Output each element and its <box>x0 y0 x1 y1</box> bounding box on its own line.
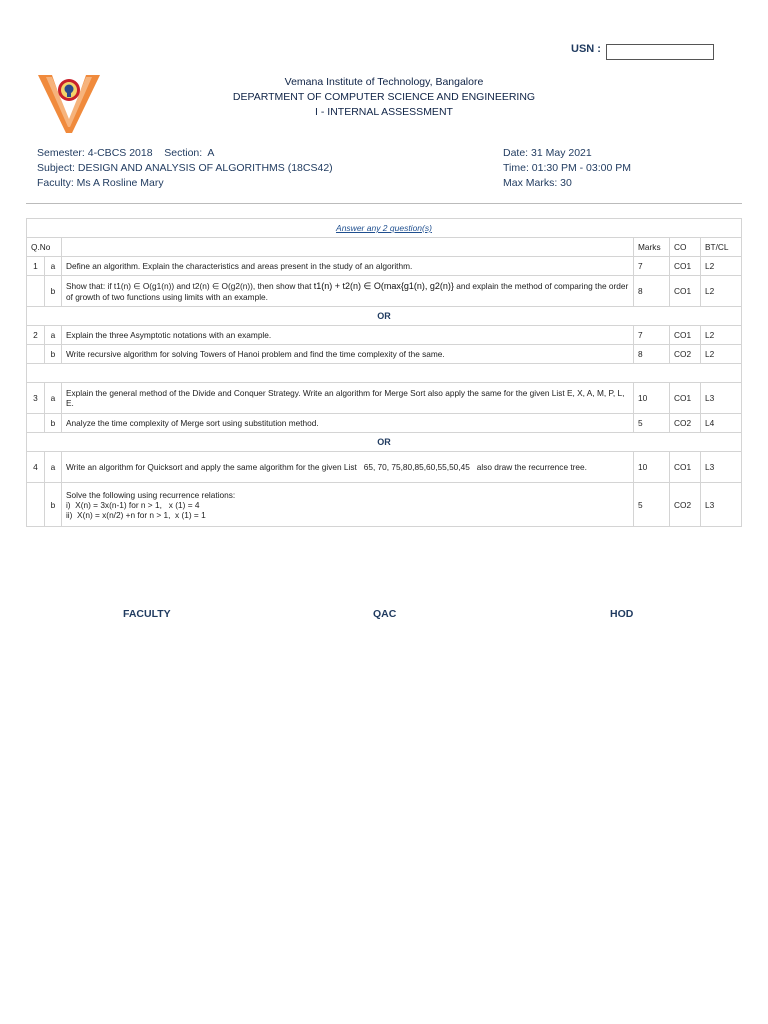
question-text: Explain the general method of the Divide and Conquer Strategy. Write an algorithm for Merge Sort also apply the same for the given List E, X, A, M, P, L, E. <box>61 383 633 414</box>
question-part: a <box>44 326 61 345</box>
divider <box>26 203 742 204</box>
empty-cell <box>27 414 45 433</box>
table-row <box>27 383 742 414</box>
department-name: DEPARTMENT OF COMPUTER SCIENCE AND ENGINEERING <box>232 91 536 103</box>
question-co: CO2 <box>670 345 701 364</box>
usn-input-box[interactable] <box>606 44 714 60</box>
question-text: Write an algorithm for Quicksort and apply the same algorithm for the given List 65, 70, 75,80,85,60,55,50,45 also draw the recurrence tree. <box>61 452 633 483</box>
institute-name: Vemana Institute of Technology, Bangalore <box>284 76 484 88</box>
semester-section: Semester: 4-CBCS 2018 Section: A <box>37 147 215 159</box>
question-table <box>26 218 742 527</box>
question-text-part: and explain the method of comparing the order of growth of two functions using limits with an example. <box>65 280 629 302</box>
question-number: 2 <box>27 326 45 345</box>
question-marks: 10 <box>634 383 670 414</box>
max-marks: Max Marks: 30 <box>503 177 572 189</box>
question-part: b <box>44 414 61 433</box>
question-part: a <box>44 257 61 276</box>
table-row <box>27 345 742 364</box>
question-btcl: L2 <box>700 257 741 276</box>
question-co: CO1 <box>670 257 701 276</box>
or-separator: OR <box>27 307 742 326</box>
question-btcl: L2 <box>700 345 741 364</box>
question-part: a <box>44 452 61 483</box>
header-co: CO <box>670 238 701 257</box>
question-marks: 5 <box>634 483 670 527</box>
question-marks: 10 <box>634 452 670 483</box>
question-btcl: L2 <box>700 326 741 345</box>
question-text: Analyze the time complexity of Merge sort using substitution method. <box>61 414 633 433</box>
question-co: CO1 <box>670 276 701 307</box>
question-line: Solve the following using recurrence relations: <box>65 489 236 500</box>
exam-title: I - INTERNAL ASSESSMENT <box>315 106 453 118</box>
table-row <box>27 452 742 483</box>
header-question <box>61 238 633 257</box>
empty-cell <box>27 276 45 307</box>
empty-cell <box>27 345 45 364</box>
question-part: b <box>44 276 61 307</box>
header-btcl: BT/CL <box>700 238 741 257</box>
question-part: a <box>44 383 61 414</box>
signature-hod: HOD <box>610 608 634 620</box>
header-marks: Marks <box>634 238 670 257</box>
subject: Subject: DESIGN AND ANALYSIS OF ALGORITHMS (18CS42) <box>37 162 333 174</box>
table-row <box>27 483 742 527</box>
table-header-row <box>27 238 742 257</box>
question-text: Explain the three Asymptotic notations with an example. <box>61 326 633 345</box>
question-btcl: L3 <box>700 452 741 483</box>
question-line: i) X(n) = 3x(n-1) for n > 1, x (1) = 4 <box>65 499 200 510</box>
empty-cell <box>27 483 45 527</box>
question-line: ii) X(n) = x(n/2) +n for n > 1, x (1) = 1 <box>65 509 206 520</box>
question-btcl: L3 <box>700 383 741 414</box>
question-btcl: L3 <box>700 483 741 527</box>
question-marks: 7 <box>634 257 670 276</box>
document-heading <box>0 75 768 120</box>
question-number: 3 <box>27 383 45 414</box>
question-marks: 8 <box>634 345 670 364</box>
faculty-name: Faculty: Ms A Rosline Mary <box>37 177 164 189</box>
question-text: Write recursive algorithm for solving Towers of Hanoi problem and find the time complexity of the same. <box>61 345 633 364</box>
question-marks: 5 <box>634 414 670 433</box>
or-separator: OR <box>27 433 742 452</box>
table-row <box>27 326 742 345</box>
question-co: CO1 <box>670 452 701 483</box>
instruction: Answer any 2 question(s) <box>27 219 742 238</box>
exam-date: Date: 31 May 2021 <box>503 147 592 159</box>
header-qno: Q.No <box>27 238 62 257</box>
table-row <box>27 414 742 433</box>
signature-qac: QAC <box>373 608 397 620</box>
usn-label: USN : <box>571 43 601 55</box>
question-text-part: Show that: if t1(n) ∈ O(g1(n)) and t2(n) ∈ O(g2(n)), then show that <box>65 280 314 291</box>
exam-meta-left <box>37 146 333 191</box>
question-number: 4 <box>27 452 45 483</box>
question-text <box>61 483 633 527</box>
exam-time: Time: 01:30 PM - 03:00 PM <box>503 162 631 174</box>
question-btcl: L4 <box>700 414 741 433</box>
question-number: 1 <box>27 257 45 276</box>
exam-meta-right <box>503 146 631 191</box>
question-co: CO1 <box>670 383 701 414</box>
question-co: CO1 <box>670 326 701 345</box>
question-co: CO2 <box>670 414 701 433</box>
table-row <box>27 276 742 307</box>
signature-faculty: FACULTY <box>123 608 171 620</box>
question-part: b <box>44 483 61 527</box>
question-part: b <box>44 345 61 364</box>
question-marks: 8 <box>634 276 670 307</box>
table-row <box>27 257 742 276</box>
question-text: Define an algorithm. Explain the characteristics and areas present in the study of an algorithm. <box>61 257 633 276</box>
question-text <box>61 276 633 307</box>
question-btcl: L2 <box>700 276 741 307</box>
question-text-formula: t1(n) + t2(n) ∈ O(max{g1(n), g2(n)} <box>313 280 454 291</box>
question-marks: 7 <box>634 326 670 345</box>
question-co: CO2 <box>670 483 701 527</box>
spacer-row <box>27 364 742 383</box>
